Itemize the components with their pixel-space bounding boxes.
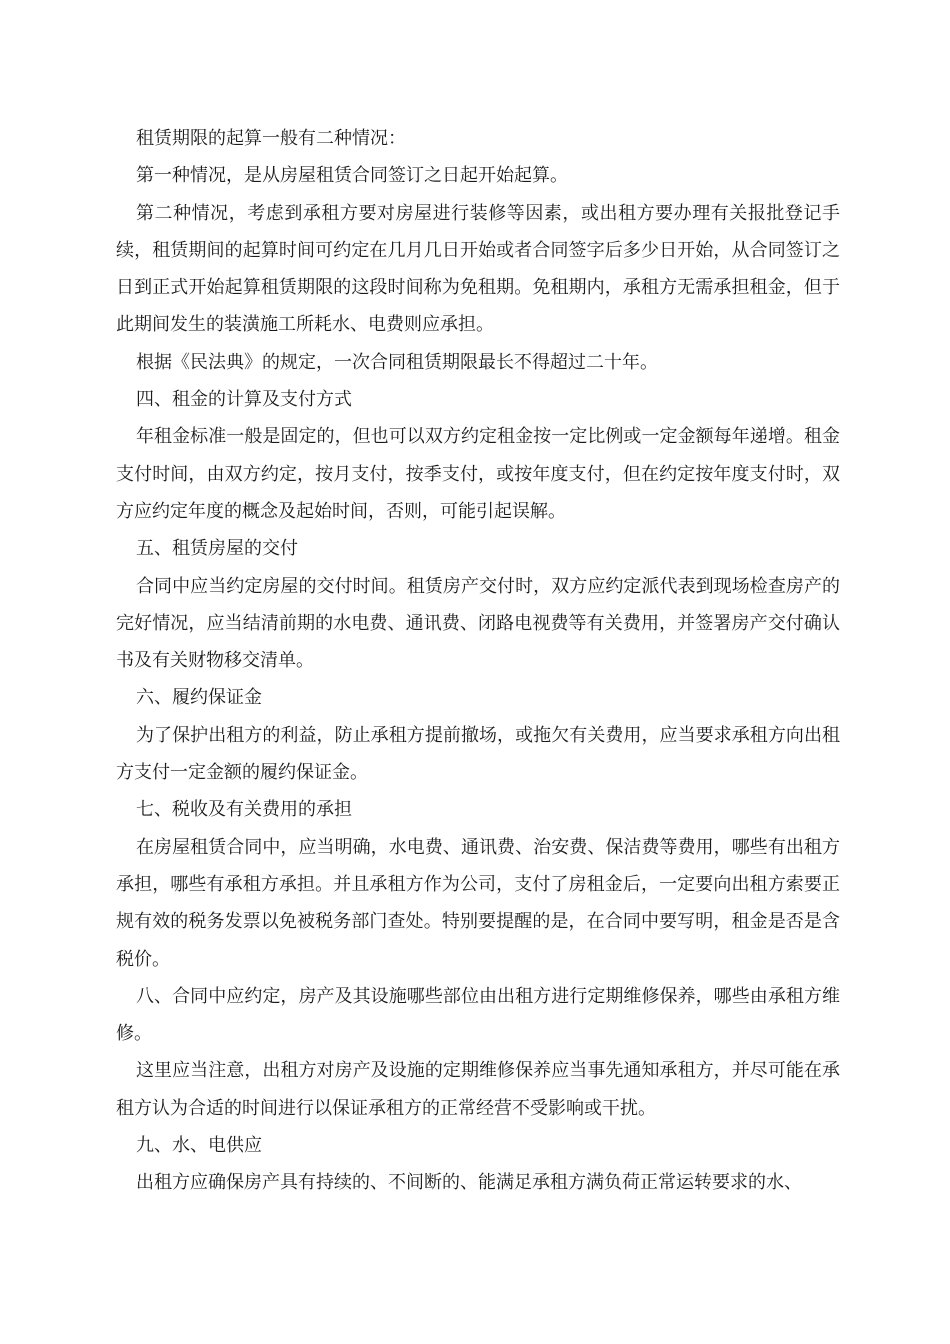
paragraph-first-case: 第一种情况，是从房屋租赁合同签订之日起开始起算。 bbox=[136, 165, 568, 187]
paragraph-maintenance-note: 这里应当注意，出租方对房产及设施的定期维修保养应当事先通知承租方，并尽可能在承租方认为合适的时间进行以保证承租方的正常经营不受影响或干扰。 bbox=[116, 1060, 840, 1119]
paragraph-delivery: 合同中应当约定房屋的交付时间。租赁房产交付时，双方应约定派代表到现场检查房产的完好情况，应当结清前期的水电费、通讯费、闭路电视费等有关费用，并签署房产交付确认书及有关财物移交清单。 bbox=[116, 575, 840, 672]
section-heading-rent-payment: 四、租金的计算及支付方式 bbox=[136, 389, 352, 411]
section-heading-taxes: 七、税收及有关费用的承担 bbox=[136, 799, 352, 821]
paragraph-taxes: 在房屋租赁合同中，应当明确，水电费、通讯费、治安费、保洁费等费用，哪些有出租方承担，哪些有承租方承担。并且承租方作为公司，支付了房租金后，一定要向出租方索要正规有效的税务发票以免被税务部门查处。特别要提醒的是，在合同中要写明，租金是否是含税价。 bbox=[116, 836, 840, 970]
section-heading-delivery: 五、租赁房屋的交付 bbox=[136, 538, 298, 560]
paragraph-civil-code: 根据《民法典》的规定，一次合同租赁期限最长不得超过二十年。 bbox=[136, 351, 658, 373]
document-body bbox=[116, 120, 840, 1202]
section-heading-utilities: 九、水、电供应 bbox=[136, 1135, 262, 1157]
paragraph-utilities: 出租方应确保房产具有持续的、不间断的、能满足承租方满负荷正常运转要求的水、 bbox=[136, 1172, 802, 1194]
paragraph-lease-start-intro: 租赁期限的起算一般有二种情况： bbox=[136, 128, 406, 149]
section-heading-deposit: 六、履约保证金 bbox=[136, 687, 262, 709]
paragraph-deposit: 为了保护出租方的利益，防止承租方提前撤场，或拖欠有关费用，应当要求承租方向出租方支付一定金额的履约保证金。 bbox=[116, 724, 840, 784]
section-heading-maintenance: 八、合同中应约定，房产及其设施哪些部位由出租方进行定期维修保养，哪些由承租方维修。 bbox=[116, 985, 840, 1045]
paragraph-second-case: 第二种情况，考虑到承租方要对房屋进行装修等因素，或出租方要办理有关报批登记手续，租赁期间的起算时间可约定在几月几日开始或者合同签字后多少日开始，从合同签订之日到正式开始起算租赁期限的这段时间称为免租期。免租期内，承租方无需承担租金，但于此期间发生的装潢施工所耗水、电费则应承担。 bbox=[116, 202, 840, 336]
paragraph-rent-payment: 年租金标准一般是固定的，但也可以双方约定租金按一定比例或一定金额每年递增。租金支付时间，由双方约定，按月支付，按季支付，或按年度支付，但在约定按年度支付时，双方应约定年度的概念及起始时间，否则，可能引起误解。 bbox=[116, 426, 840, 522]
